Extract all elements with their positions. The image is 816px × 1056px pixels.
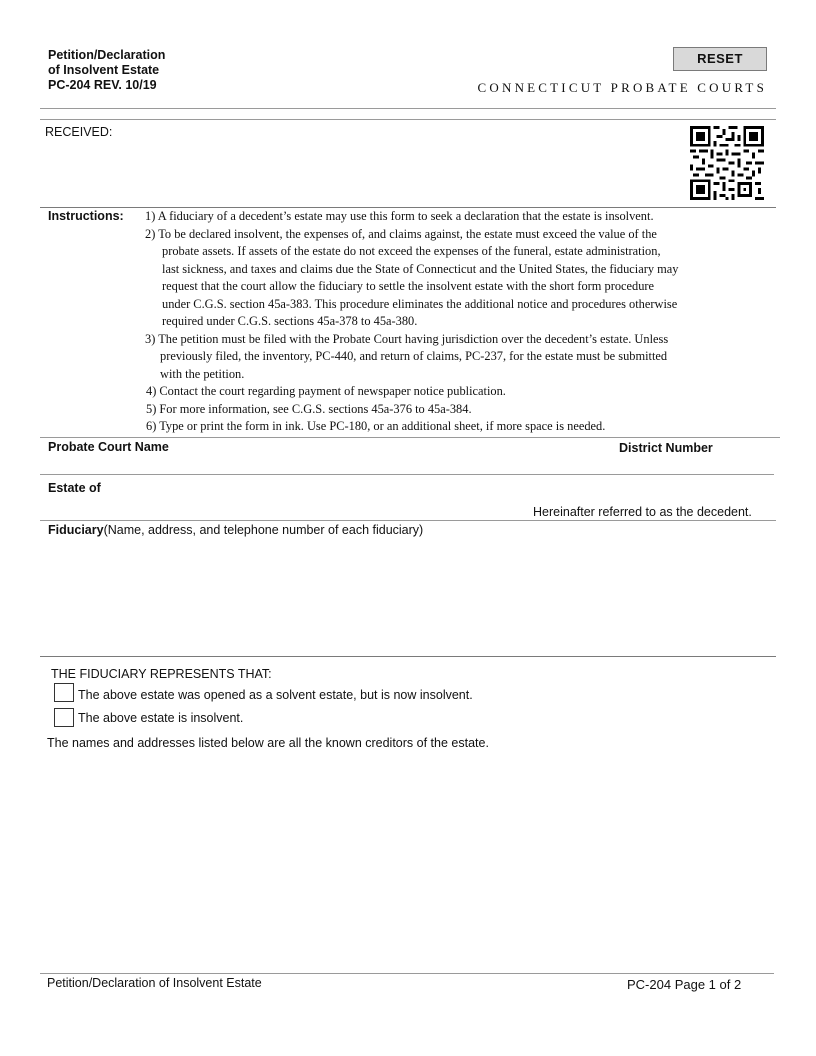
divider — [40, 474, 774, 475]
instructions-label: Instructions: — [48, 209, 124, 223]
divider — [40, 520, 776, 521]
footer-page-number: PC-204 Page 1 of 2 — [627, 977, 742, 992]
estate-of-label: Estate of — [48, 481, 101, 495]
fiduciary-label-row — [48, 523, 423, 537]
qr-code — [690, 126, 764, 200]
insolvent-label: The above estate is insolvent. — [78, 711, 244, 725]
instruction-line: 1) A fiduciary of a decedent’s estate may use this form to seek a declaration that the estate is insolvent. — [145, 209, 654, 223]
instruction-line: with the petition. — [160, 366, 245, 381]
instruction-line: 4) Contact the court regarding payment of newspaper notice publication. — [146, 384, 506, 398]
divider — [40, 437, 780, 438]
form-title — [48, 48, 165, 93]
creditors-note: The names and addresses listed below are all the known creditors of the estate. — [47, 736, 489, 750]
instruction-line: last sickness, and taxes and claims due the State of Connecticut and the United States, the fiduciary may — [162, 261, 679, 276]
district-number-field[interactable] — [619, 456, 769, 472]
instruction-line: request that the court allow the fiduciary to settle the insolvent estate with the short form procedure — [162, 279, 655, 293]
instruction-line: 2) To be declared insolvent, the expenses of, and claims against, the estate must exceed the value of the — [145, 226, 657, 241]
court-system-name: CONNECTICUT PROBATE COURTS — [477, 80, 767, 95]
insolvent-checkbox[interactable] — [54, 708, 74, 727]
form-title-line-2: of Insolvent Estate — [48, 63, 160, 77]
estate-name-field[interactable] — [120, 481, 760, 499]
reset-button[interactable]: RESET — [673, 47, 767, 71]
solvent-now-insolvent-checkbox[interactable] — [54, 683, 74, 702]
fiduciary-label: Fiduciary — [48, 523, 104, 537]
creditors-field[interactable] — [48, 756, 768, 961]
received-label: RECEIVED: — [45, 125, 113, 139]
instruction-line: probate assets. If assets of the estate do not exceed the expenses of the funeral, estate administration, — [162, 244, 661, 258]
form-title-line-1: Petition/Declaration — [48, 48, 166, 62]
instruction-line: required under C.G.S. sections 45a-378 to 45a-380. — [162, 314, 418, 328]
instruction-line: 6) Type or print the form in ink. Use PC-180, or an additional sheet, if more space is needed. — [146, 419, 606, 433]
form-number: PC-204 REV. 10/19 — [48, 78, 157, 92]
divider — [40, 119, 776, 120]
decedent-note: Hereinafter referred to as the decedent. — [533, 505, 752, 519]
instruction-line: 3) The petition must be filed with the Probate Court having jurisdiction over the decedent’s estate. Unless — [145, 331, 669, 346]
solvent-now-insolvent-label: The above estate was opened as a solvent estate, but is now insolvent. — [78, 688, 473, 702]
divider — [40, 108, 776, 109]
probate-court-name-label: Probate Court Name — [48, 440, 169, 454]
instruction-line: under C.G.S. section 45a-383. This procedure eliminates the additional notice and procedures otherwise — [162, 296, 678, 311]
district-number-label: District Number — [619, 441, 713, 455]
divider — [40, 656, 776, 657]
fiduciary-field[interactable] — [48, 542, 768, 650]
instruction-line: 5) For more information, see C.G.S. sections 45a-376 to 45a-384. — [146, 401, 472, 416]
represents-heading: THE FIDUCIARY REPRESENTS THAT: — [51, 667, 272, 681]
fiduciary-hint: (Name, address, and telephone number of each fiduciary) — [103, 523, 424, 537]
footer-divider — [40, 973, 774, 974]
probate-court-name-field[interactable] — [48, 456, 608, 472]
footer-form-title: Petition/Declaration of Insolvent Estate — [47, 976, 262, 990]
instruction-line: previously filed, the inventory, PC-440, and return of claims, PC-237, for the estate must be submitted — [160, 349, 668, 363]
